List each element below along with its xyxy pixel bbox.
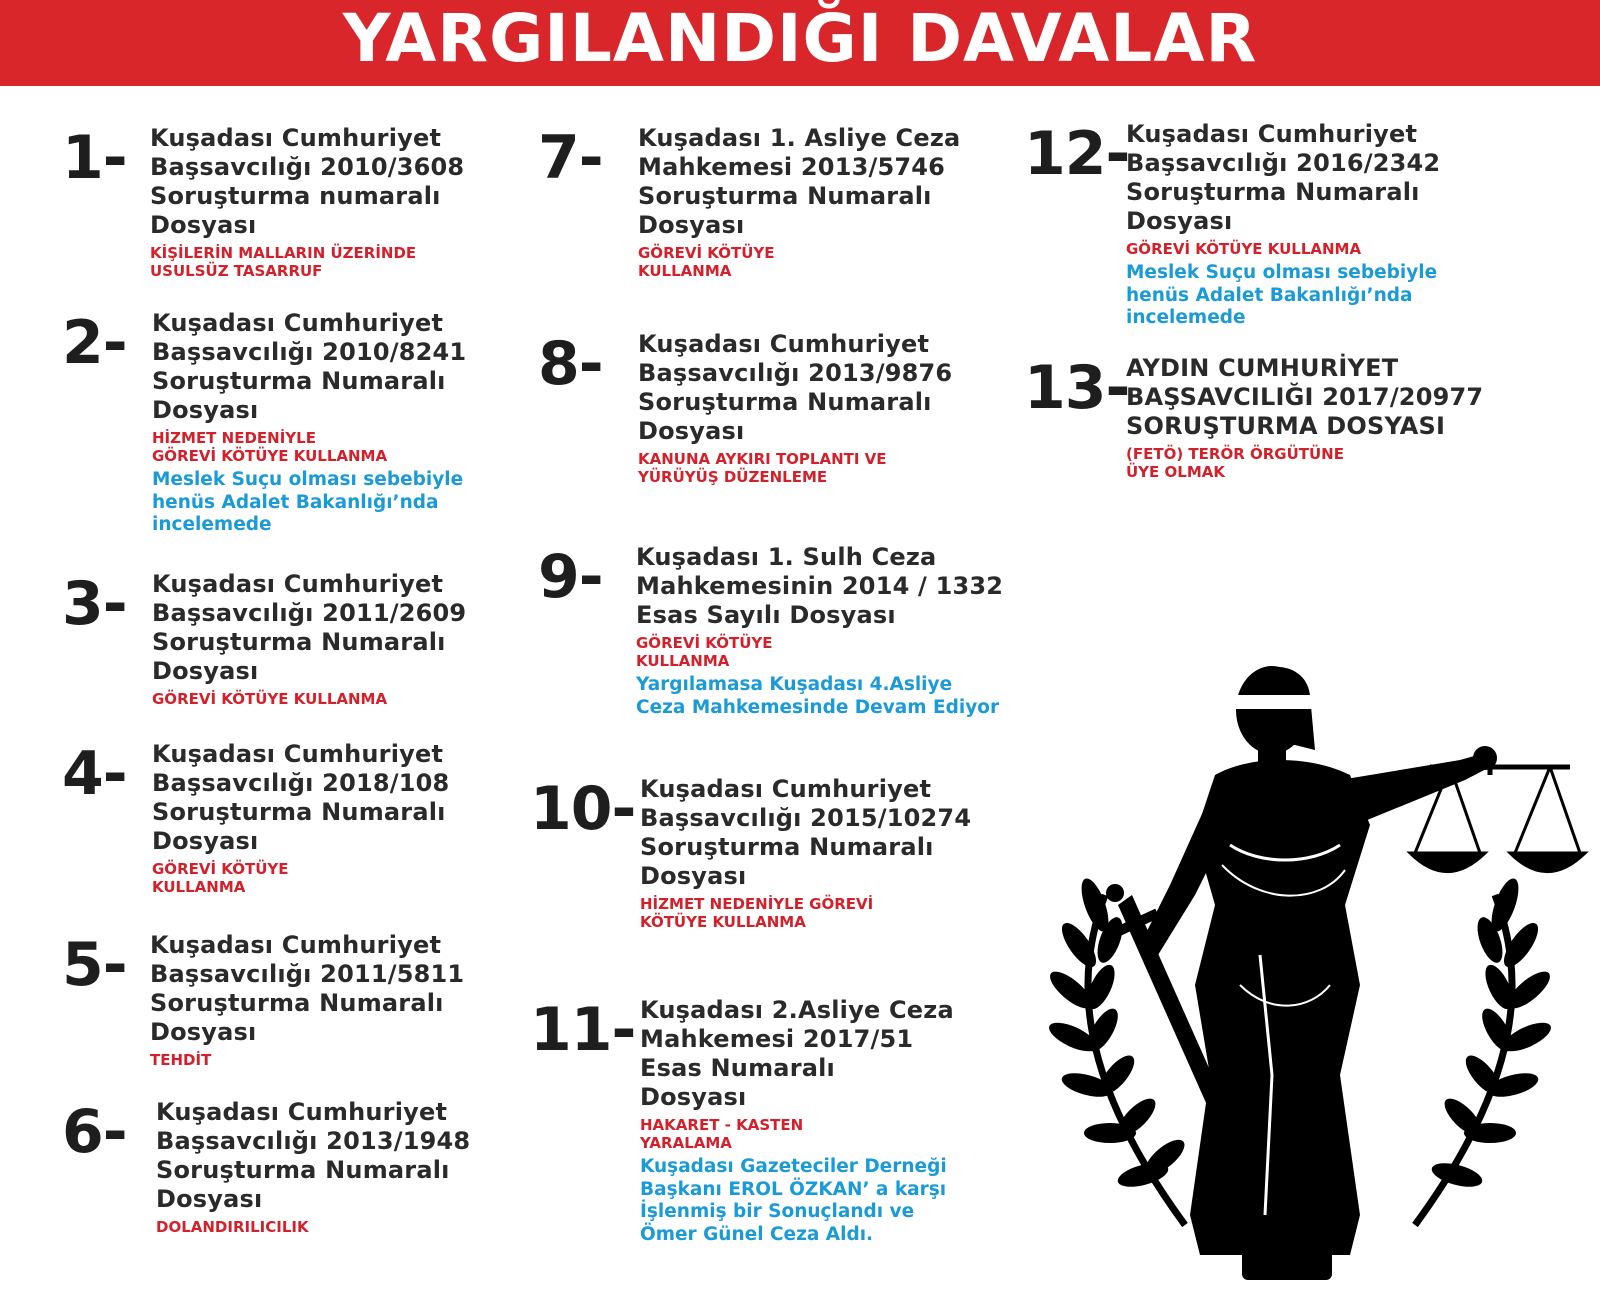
case-number: 12- [1024, 119, 1130, 189]
case-title: Kuşadası Cumhuriyet Başsavcılığı 2013/9876 Soruşturma Numaralı Dosyası [638, 330, 953, 445]
case-title: Kuşadası Cumhuriyet Başsavcılığı 2010/8241 Soruşturma Numaralı Dosyası [152, 309, 467, 424]
case-title: Kuşadası Cumhuriyet Başsavcılığı 2015/10274 Soruşturma Numaralı Dosyası [640, 775, 972, 890]
case-number: 7- [538, 123, 603, 193]
case-number: 6- [62, 1097, 127, 1167]
case-charge: HAKARET - KASTEN YARALAMA [640, 1116, 804, 1152]
case-title: Kuşadası Cumhuriyet Başsavcılığı 2016/2342 Soruşturma Numaralı Dosyası [1126, 120, 1441, 235]
case-charge: GÖREVİ KÖTÜYE KULLANMA [152, 860, 289, 896]
case-note: Yargılamasa Kuşadası 4.Asliye Ceza Mahkemesinde Devam Ediyor [636, 674, 1000, 718]
case-number: 3- [62, 569, 127, 639]
case-body [152, 309, 512, 537]
case-body [640, 775, 1000, 931]
case-body [638, 124, 998, 280]
case-charge: KİŞİLERİN MALLARIN ÜZERİNDE USULSÜZ TASARRUF [150, 244, 417, 280]
case-number: 8- [538, 329, 603, 399]
case-title: Kuşadası 1. Sulh Ceza Mahkemesinin 2014 / 1332 Esas Sayılı Dosyası [636, 543, 1004, 629]
case-body [152, 570, 512, 708]
case-body [1126, 120, 1486, 330]
case-body [640, 996, 1000, 1246]
case-title: Kuşadası Cumhuriyet Başsavcılığı 2011/2609 Soruşturma Numaralı Dosyası [152, 570, 467, 685]
case-charge: GÖREVİ KÖTÜYE KULLANMA [1126, 240, 1362, 258]
case-title: Kuşadası Cumhuriyet Başsavcılığı 2018/108 Soruşturma Numaralı Dosyası [152, 740, 450, 855]
case-charge: DOLANDIRILICILIK [156, 1218, 309, 1236]
scales-icon [1410, 750, 1585, 872]
case-body [1126, 354, 1506, 481]
case-title: Kuşadası 1. Asliye Ceza Mahkemesi 2013/5746 Soruşturma Numaralı Dosyası [638, 124, 961, 239]
case-note: Kuşadası Gazeteciler Derneği Başkanı EROL ÖZKAN’ a karşı İşlenmiş bir Sonuçlandı ve Ömer Günel Ceza Aldı. [640, 1156, 947, 1245]
case-number: 11- [530, 995, 636, 1065]
case-title: Kuşadası Cumhuriyet Başsavcılığı 2010/3608 Soruşturma numaralı Dosyası [150, 124, 465, 239]
case-title: Kuşadası 2.Asliye Ceza Mahkemesi 2017/51 Esas Numaralı Dosyası [640, 996, 954, 1111]
case-body [152, 740, 512, 896]
case-charge: KANUNA AYKIRI TOPLANTI VE YÜRÜYÜŞ DÜZENLEME [638, 450, 887, 486]
case-title: Kuşadası Cumhuriyet Başsavcılığı 2011/5811 Soruşturma Numaralı Dosyası [150, 931, 465, 1046]
case-title: Kuşadası Cumhuriyet Başsavcılığı 2013/1948 Soruşturma Numaralı Dosyası [156, 1098, 471, 1213]
case-charge: (FETÖ) TERÖR ÖRGÜTÜNE ÜYE OLMAK [1126, 445, 1344, 481]
case-number: 2- [62, 308, 127, 378]
case-body [636, 543, 1036, 719]
case-charge: GÖREVİ KÖTÜYE KULLANMA [152, 690, 388, 708]
case-number: 10- [530, 774, 636, 844]
case-note: Meslek Suçu olması sebebiyle henüs Adalet Bakanlığı’nda incelemede [152, 469, 464, 535]
header-banner [0, 0, 1600, 86]
case-number: 9- [538, 542, 603, 612]
lady-justice-icon [1010, 655, 1590, 1295]
case-number: 13- [1024, 353, 1130, 423]
case-charge: HİZMET NEDENİYLE GÖREVİ KÖTÜYE KULLANMA [640, 895, 874, 931]
case-number: 1- [62, 123, 127, 193]
case-body [156, 1098, 516, 1236]
case-number: 4- [62, 739, 127, 809]
page-title: YARGILANDIĞI DAVALAR [342, 0, 1258, 77]
case-title: AYDIN CUMHURİYET BAŞSAVCILIĞI 2017/20977 SORUŞTURMA DOSYASI [1126, 354, 1484, 440]
case-number: 5- [62, 930, 127, 1000]
case-charge: TEHDİT [150, 1051, 212, 1069]
case-body [150, 124, 510, 280]
case-charge: HİZMET NEDENİYLE GÖREVİ KÖTÜYE KULLANMA [152, 429, 388, 465]
case-body [150, 931, 510, 1069]
case-body [638, 330, 998, 486]
case-note: Meslek Suçu olması sebebiyle henüs Adalet Bakanlığı’nda incelemede [1126, 262, 1438, 328]
case-charge: GÖREVİ KÖTÜYE KULLANMA [636, 634, 773, 670]
case-charge: GÖREVİ KÖTÜYE KULLANMA [638, 244, 775, 280]
